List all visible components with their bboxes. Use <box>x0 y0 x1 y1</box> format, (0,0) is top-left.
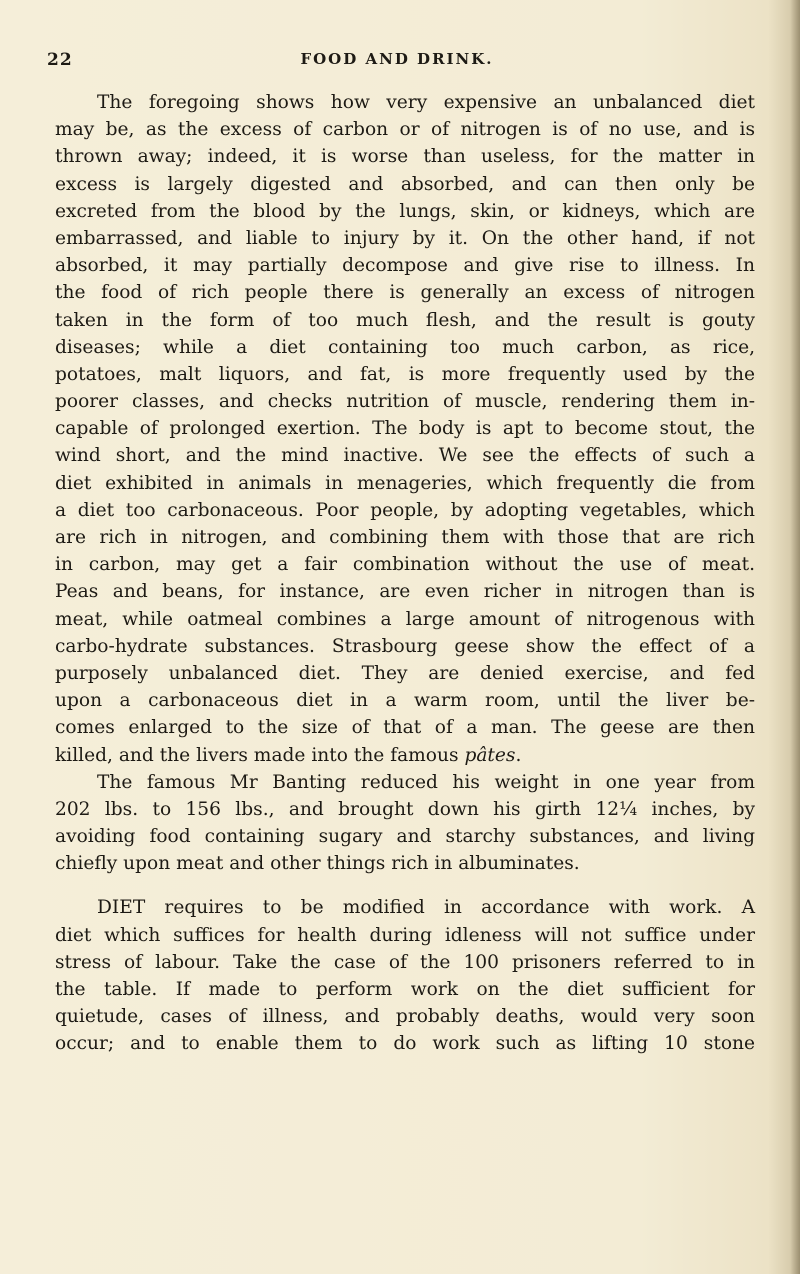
text-line: diseases; while a diet containing too much carbon, as rice, <box>55 336 755 358</box>
text-line: absorbed, it may partially decompose and give rise to illness. In <box>55 255 755 277</box>
text-line: in carbon, may get a fair combination without the use of meat. <box>55 554 755 576</box>
text-line: 202 lbs. to 156 lbs., and brought down his girth 12¼ inches, by <box>55 798 755 820</box>
text-line: capable of prolonged exertion. The body is apt to become stout, the <box>55 418 755 440</box>
text-line: Peas and beans, for instance, are even richer in nitrogen than is <box>55 581 755 603</box>
text-line: purposely unbalanced diet. They are denied exercise, and fed <box>55 662 755 684</box>
text-line: comes enlarged to the size of that of a man. The geese are then <box>55 717 755 739</box>
paragraph-gap <box>55 877 755 894</box>
text-line: thrown away; indeed, it is worse than useless, for the matter in <box>55 146 755 168</box>
text-line: carbo-hydrate substances. Strasbourg geese show the effect of a <box>55 635 755 657</box>
text-line: embarrassed, and liable to injury by it. On the other hand, if not <box>55 227 755 249</box>
text-line: the food of rich people there is generally an excess of nitrogen <box>55 282 755 304</box>
text-line: meat, while oatmeal combines a large amount of nitrogenous with <box>55 608 755 630</box>
page-edge-shadow <box>790 0 800 1274</box>
text-line: DIET requires to be modified in accordance with work. A <box>97 897 755 919</box>
text-line: The foregoing shows how very expensive an unbalanced diet <box>97 92 755 113</box>
text-line: may be, as the excess of carbon or of nitrogen is of no use, and is <box>55 119 755 141</box>
text-fragment: killed, and the livers made into the famous <box>55 744 465 766</box>
text-line: The famous Mr Banting reduced his weight in one year from <box>97 771 755 793</box>
text-line: avoiding food containing sugary and starchy substances, and living <box>55 826 755 848</box>
running-title: FOOD AND DRINK. <box>300 50 494 68</box>
text-line: upon a carbonaceous diet in a warm room, until the liver be- <box>55 690 755 712</box>
text-line-last <box>55 742 755 769</box>
text-line: are rich in nitrogen, and combining them with those that are rich <box>55 527 755 548</box>
text-line: chiefly upon meat and other things rich in albuminates. <box>55 853 580 875</box>
text-line: poorer classes, and checks nutrition of muscle, rendering them in- <box>55 391 755 413</box>
text-line: quietude, cases of illness, and probably deaths, would very soon <box>55 1006 755 1028</box>
text-line: wind short, and the mind inactive. We see the effects of such a <box>55 445 755 467</box>
page-number: 22 <box>47 50 73 70</box>
text-line: excreted from the blood by the lungs, skin, or kidneys, which are <box>55 200 755 222</box>
text-fragment: . <box>515 744 522 766</box>
text-line: diet exhibited in animals in menageries, which frequently die from <box>55 472 755 494</box>
text-line: the table. If made to perform work on the diet sufficient for <box>55 979 755 1000</box>
text-line: potatoes, malt liquors, and fat, is more frequently used by the <box>55 363 755 385</box>
text-line: a diet too carbonaceous. Poor people, by adopting vegetables, which <box>55 499 755 521</box>
text-line: occur; and to enable them to do work such as lifting 10 stone <box>55 1033 755 1055</box>
paragraph-1 <box>55 89 755 769</box>
body-text <box>55 89 755 1058</box>
text-line: excess is largely digested and absorbed, and can then only be <box>55 173 755 195</box>
paragraph-2 <box>55 769 755 878</box>
running-head <box>47 50 747 74</box>
paragraph-3 <box>55 894 755 1057</box>
text-line: taken in the form of too much flesh, and the result is gouty <box>55 309 755 331</box>
italic-word: pâtes <box>464 744 516 766</box>
text-line: stress of labour. Take the case of the 100 prisoners referred to in <box>55 951 755 973</box>
text-line: diet which suffices for health during idleness will not suffice under <box>55 924 755 946</box>
